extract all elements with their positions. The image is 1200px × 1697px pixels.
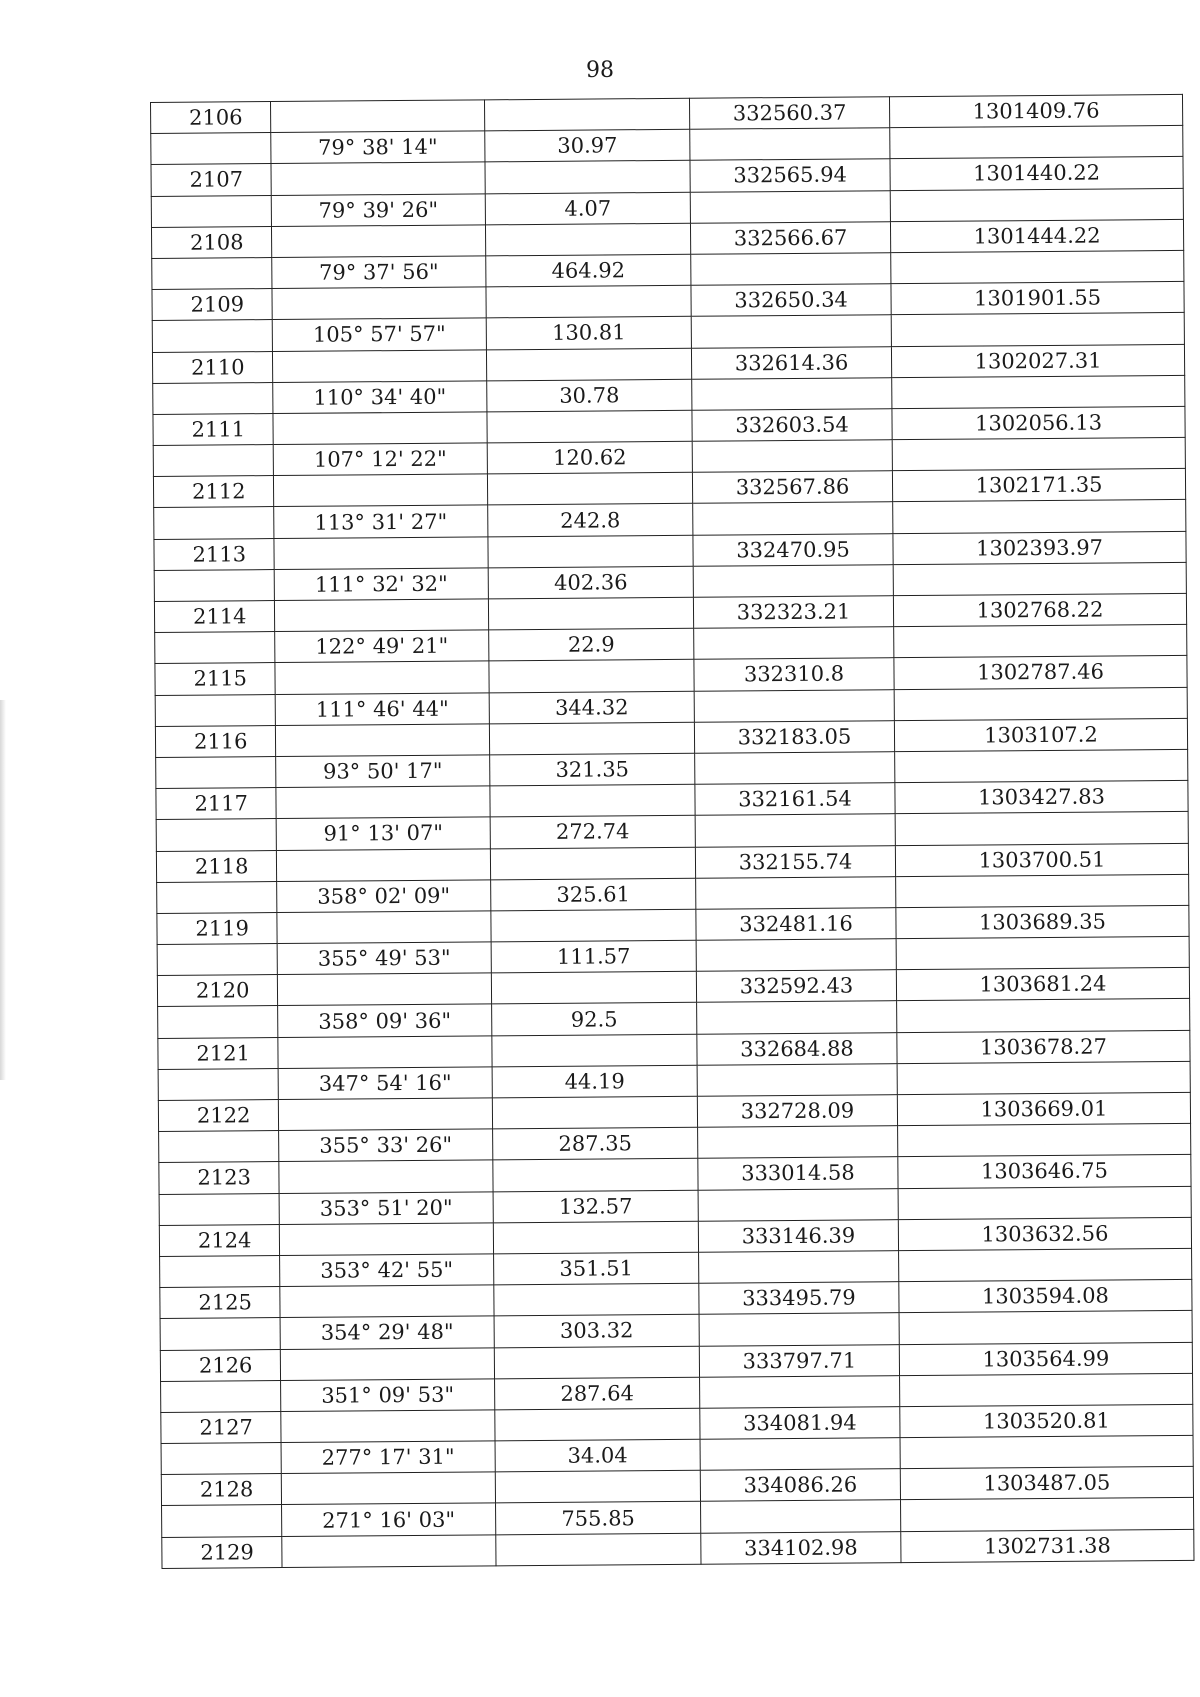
easting-cell-empty [692, 377, 892, 410]
scan-shadow [0, 700, 6, 1080]
easting-cell: 332565.94 [690, 159, 890, 192]
distance-cell: 272.74 [490, 816, 695, 849]
station-cell-empty [156, 819, 276, 851]
distance-cell-empty [493, 1221, 698, 1254]
northing-cell: 1303646.75 [898, 1155, 1191, 1188]
station-cell-empty [153, 445, 273, 477]
distance-cell: 325.61 [491, 878, 696, 911]
northing-cell: 1301409.76 [889, 94, 1182, 127]
easting-cell: 332323.21 [693, 596, 893, 629]
station-cell-empty [151, 195, 271, 227]
survey-coordinates-table [150, 94, 1194, 1569]
bearing-cell: 277° 17' 31" [281, 1441, 495, 1474]
station-id-cell: 2114 [154, 601, 274, 633]
bearing-cell-empty [280, 1347, 494, 1380]
station-cell-empty [158, 1006, 278, 1038]
station-id-cell: 2115 [155, 663, 275, 695]
northing-cell-empty [897, 1061, 1190, 1094]
easting-cell-empty [695, 752, 895, 785]
station-cell-empty [154, 569, 274, 601]
northing-cell-empty [893, 500, 1186, 533]
bearing-cell: 105° 57' 57" [272, 318, 486, 351]
easting-cell-empty [700, 1375, 900, 1408]
easting-cell: 333146.39 [698, 1219, 898, 1252]
easting-cell-empty [696, 939, 896, 972]
northing-cell-empty [894, 625, 1187, 658]
northing-cell: 1302768.22 [893, 593, 1186, 626]
station-cell-empty [153, 382, 273, 414]
northing-cell-empty [898, 1186, 1191, 1219]
bearing-cell: 107° 12' 22" [273, 443, 487, 476]
distance-cell-empty [484, 98, 689, 131]
easting-cell-empty [701, 1500, 901, 1533]
distance-cell-empty [489, 660, 694, 693]
easting-cell: 332161.54 [695, 783, 895, 816]
bearing-cell-empty [275, 724, 489, 757]
northing-cell-empty [891, 313, 1184, 346]
distance-cell: 92.5 [492, 1003, 697, 1036]
easting-cell-empty [691, 315, 891, 348]
distance-cell-empty [494, 1283, 699, 1316]
easting-cell: 332614.36 [691, 346, 891, 379]
distance-cell-empty [495, 1408, 700, 1441]
bearing-cell-empty [273, 474, 487, 507]
easting-cell-empty [697, 1063, 897, 1096]
easting-cell: 334086.26 [700, 1469, 900, 1502]
distance-cell-empty [491, 909, 696, 942]
bearing-cell: 79° 38' 14" [271, 131, 485, 164]
bearing-cell: 271° 16' 03" [282, 1503, 496, 1536]
point-row [162, 1529, 1194, 1568]
easting-cell: 332728.09 [697, 1095, 897, 1128]
station-id-cell: 2108 [151, 226, 271, 258]
northing-cell-empty [898, 1124, 1191, 1157]
easting-cell-empty [692, 440, 892, 473]
northing-cell-empty [897, 999, 1190, 1032]
station-id-cell: 2117 [156, 788, 276, 820]
northing-cell-empty [895, 749, 1188, 782]
distance-cell: 30.97 [485, 129, 690, 162]
station-cell-empty [161, 1443, 281, 1475]
distance-cell: 130.81 [486, 317, 691, 350]
bearing-cell-empty [271, 162, 485, 195]
northing-cell-empty [890, 188, 1183, 221]
northing-cell-empty [900, 1435, 1193, 1468]
easting-cell: 332603.54 [692, 409, 892, 442]
bearing-cell-empty [281, 1410, 495, 1443]
northing-cell: 1303632.56 [898, 1217, 1191, 1250]
easting-cell: 332310.8 [694, 658, 894, 691]
northing-cell: 1303427.83 [895, 780, 1188, 813]
easting-cell: 332155.74 [695, 845, 895, 878]
easting-cell-empty [697, 1001, 897, 1034]
distance-cell-empty [487, 410, 692, 443]
distance-cell: 44.19 [492, 1065, 697, 1098]
station-cell-empty [159, 1131, 279, 1163]
northing-cell-empty [899, 1248, 1192, 1281]
northing-cell-empty [900, 1373, 1193, 1406]
distance-cell: 321.35 [490, 753, 695, 786]
bearing-cell: 113° 31' 27" [274, 505, 488, 538]
station-cell-empty [155, 694, 275, 726]
distance-cell-empty [495, 1470, 700, 1503]
bearing-cell-empty [279, 1160, 493, 1193]
distance-cell-empty [496, 1533, 701, 1566]
station-id-cell: 2109 [152, 289, 272, 321]
bearing-cell-empty [271, 100, 485, 133]
bearing-cell: 79° 37' 56" [272, 256, 486, 289]
bearing-cell-empty [276, 786, 490, 819]
bearing-cell-empty [279, 1223, 493, 1256]
easting-cell: 333014.58 [698, 1157, 898, 1190]
bearing-cell-empty [271, 225, 485, 258]
easting-cell-empty [698, 1188, 898, 1221]
easting-cell-empty [698, 1126, 898, 1159]
distance-cell: 287.64 [495, 1377, 700, 1410]
distance-cell: 344.32 [489, 691, 694, 724]
bearing-cell-empty [274, 536, 488, 569]
bearing-cell-empty [277, 973, 491, 1006]
station-cell-empty [152, 320, 272, 352]
easting-cell-empty [694, 689, 894, 722]
northing-cell: 1302171.35 [892, 469, 1185, 502]
easting-cell: 334081.94 [700, 1407, 900, 1440]
distance-cell-empty [485, 223, 690, 256]
northing-cell-empty [892, 437, 1185, 470]
distance-cell-empty [487, 473, 692, 506]
station-cell-empty [151, 133, 271, 165]
northing-cell: 1303678.27 [897, 1030, 1190, 1063]
bearing-cell: 351° 09' 53" [281, 1379, 495, 1412]
easting-cell-empty [690, 128, 890, 161]
easting-cell: 332650.34 [691, 284, 891, 317]
bearing-cell-empty [278, 1035, 492, 1068]
easting-cell: 332470.95 [693, 533, 893, 566]
northing-cell-empty [890, 126, 1183, 159]
northing-cell-empty [891, 250, 1184, 283]
distance-cell-empty [494, 1346, 699, 1379]
station-id-cell: 2122 [158, 1100, 278, 1132]
northing-cell: 1302731.38 [901, 1529, 1194, 1562]
station-cell-empty [160, 1318, 280, 1350]
bearing-cell: 354° 29' 48" [280, 1316, 494, 1349]
bearing-cell-empty [281, 1472, 495, 1505]
bearing-cell: 79° 39' 26" [271, 193, 485, 226]
northing-cell: 1303689.35 [896, 905, 1189, 938]
bearing-cell: 355° 49' 53" [277, 942, 491, 975]
bearing-cell: 358° 09' 36" [278, 1004, 492, 1037]
distance-cell-empty [490, 847, 695, 880]
station-id-cell: 2128 [161, 1474, 281, 1506]
station-id-cell: 2120 [157, 975, 277, 1007]
northing-cell-empty [896, 936, 1189, 969]
northing-cell-empty [899, 1311, 1192, 1344]
distance-cell-empty [488, 535, 693, 568]
bearing-cell-empty [274, 599, 488, 632]
northing-cell: 1302056.13 [892, 406, 1185, 439]
bearing-cell: 111° 46' 44" [275, 692, 489, 725]
easting-cell: 334102.98 [701, 1531, 901, 1564]
distance-cell: 287.35 [493, 1127, 698, 1160]
station-id-cell: 2110 [152, 351, 272, 383]
distance-cell-empty [493, 1159, 698, 1192]
station-id-cell: 2118 [156, 850, 276, 882]
table-body [151, 94, 1194, 1568]
northing-cell: 1303564.99 [899, 1342, 1192, 1375]
northing-cell: 1303520.81 [900, 1404, 1193, 1437]
distance-cell: 303.32 [494, 1315, 699, 1348]
distance-cell-empty [492, 1034, 697, 1067]
station-cell-empty [152, 257, 272, 289]
distance-cell: 351.51 [494, 1252, 699, 1285]
distance-cell-empty [485, 161, 690, 194]
distance-cell-empty [486, 348, 691, 381]
easting-cell-empty [693, 564, 893, 597]
station-id-cell: 2119 [157, 912, 277, 944]
northing-cell-empty [892, 375, 1185, 408]
distance-cell: 22.9 [489, 628, 694, 661]
northing-cell: 1302027.31 [891, 344, 1184, 377]
easting-cell: 333797.71 [699, 1344, 899, 1377]
distance-cell: 242.8 [488, 504, 693, 537]
bearing-cell: 111° 32' 32" [274, 568, 488, 601]
station-cell-empty [159, 1193, 279, 1225]
northing-cell: 1303487.05 [900, 1467, 1193, 1500]
easting-cell-empty [699, 1313, 899, 1346]
station-id-cell: 2107 [151, 164, 271, 196]
station-id-cell: 2127 [161, 1411, 281, 1443]
northing-cell: 1303700.51 [895, 843, 1188, 876]
distance-cell: 30.78 [487, 379, 692, 412]
station-cell-empty [154, 507, 274, 539]
easting-cell: 332566.67 [690, 221, 890, 254]
bearing-cell-empty [275, 661, 489, 694]
easting-cell: 332592.43 [696, 970, 896, 1003]
distance-cell-empty [486, 285, 691, 318]
bearing-cell-empty [280, 1285, 494, 1318]
easting-cell-empty [691, 253, 891, 286]
bearing-cell: 347° 54' 16" [278, 1067, 492, 1100]
northing-cell: 1303669.01 [897, 1092, 1190, 1125]
station-id-cell: 2124 [159, 1224, 279, 1256]
survey-table-container [150, 94, 1193, 1569]
northing-cell-empty [896, 874, 1189, 907]
station-id-cell: 2112 [153, 476, 273, 508]
station-id-cell: 2116 [155, 725, 275, 757]
bearing-cell-empty [272, 287, 486, 320]
distance-cell: 4.07 [485, 192, 690, 225]
easting-cell-empty [690, 190, 890, 223]
easting-cell-empty [693, 502, 893, 535]
station-id-cell: 2121 [158, 1037, 278, 1069]
station-id-cell: 2106 [151, 102, 271, 134]
station-id-cell: 2129 [162, 1536, 282, 1568]
bearing-cell-empty [282, 1534, 496, 1567]
distance-cell: 132.57 [493, 1190, 698, 1223]
bearing-cell: 93° 50' 17" [276, 755, 490, 788]
easting-cell: 332684.88 [697, 1032, 897, 1065]
easting-cell-empty [695, 814, 895, 847]
station-cell-empty [160, 1255, 280, 1287]
station-id-cell: 2113 [154, 538, 274, 570]
station-id-cell: 2126 [160, 1349, 280, 1381]
northing-cell: 1302393.97 [893, 531, 1186, 564]
easting-cell: 332481.16 [696, 908, 896, 941]
northing-cell: 1303594.08 [899, 1279, 1192, 1312]
bearing-cell-empty [273, 412, 487, 445]
northing-cell: 1303681.24 [896, 968, 1189, 1001]
distance-cell: 120.62 [487, 441, 692, 474]
northing-cell-empty [901, 1498, 1194, 1531]
northing-cell: 1302787.46 [894, 656, 1187, 689]
station-id-cell: 2111 [153, 413, 273, 445]
distance-cell: 464.92 [486, 254, 691, 287]
northing-cell-empty [895, 812, 1188, 845]
page-number: 98 [586, 58, 614, 83]
easting-cell: 333495.79 [699, 1282, 899, 1315]
station-cell-empty [155, 632, 275, 664]
northing-cell-empty [894, 687, 1187, 720]
bearing-cell: 353° 51' 20" [279, 1191, 493, 1224]
distance-cell-empty [488, 597, 693, 630]
bearing-cell: 91° 13' 07" [276, 817, 490, 850]
station-cell-empty [161, 1380, 281, 1412]
bearing-cell-empty [272, 349, 486, 382]
station-id-cell: 2123 [159, 1162, 279, 1194]
station-cell-empty [162, 1505, 282, 1537]
easting-cell-empty [694, 627, 894, 660]
bearing-cell-empty [276, 848, 490, 881]
station-cell-empty [156, 756, 276, 788]
bearing-cell: 353° 42' 55" [280, 1254, 494, 1287]
easting-cell-empty [699, 1251, 899, 1284]
easting-cell-empty [696, 876, 896, 909]
distance-cell: 111.57 [491, 940, 696, 973]
station-cell-empty [158, 1068, 278, 1100]
easting-cell-empty [700, 1438, 900, 1471]
bearing-cell-empty [278, 1098, 492, 1131]
easting-cell: 332183.05 [694, 720, 894, 753]
bearing-cell: 122° 49' 21" [275, 630, 489, 663]
distance-cell: 755.85 [496, 1502, 701, 1535]
northing-cell: 1301444.22 [890, 219, 1183, 252]
northing-cell: 1303107.2 [894, 718, 1187, 751]
bearing-cell-empty [277, 911, 491, 944]
bearing-cell: 358° 02' 09" [277, 880, 491, 913]
bearing-cell: 355° 33' 26" [279, 1129, 493, 1162]
distance-cell-empty [489, 722, 694, 755]
station-cell-empty [157, 881, 277, 913]
easting-cell: 332560.37 [689, 97, 889, 130]
northing-cell: 1301440.22 [890, 157, 1183, 190]
distance-cell: 402.36 [488, 566, 693, 599]
distance-cell: 34.04 [495, 1439, 700, 1472]
station-cell-empty [157, 944, 277, 976]
northing-cell: 1301901.55 [891, 282, 1184, 315]
easting-cell: 332567.86 [692, 471, 892, 504]
distance-cell-empty [492, 1096, 697, 1129]
northing-cell-empty [893, 562, 1186, 595]
distance-cell-empty [491, 971, 696, 1004]
station-id-cell: 2125 [160, 1287, 280, 1319]
distance-cell-empty [490, 784, 695, 817]
bearing-cell: 110° 34' 40" [273, 381, 487, 414]
